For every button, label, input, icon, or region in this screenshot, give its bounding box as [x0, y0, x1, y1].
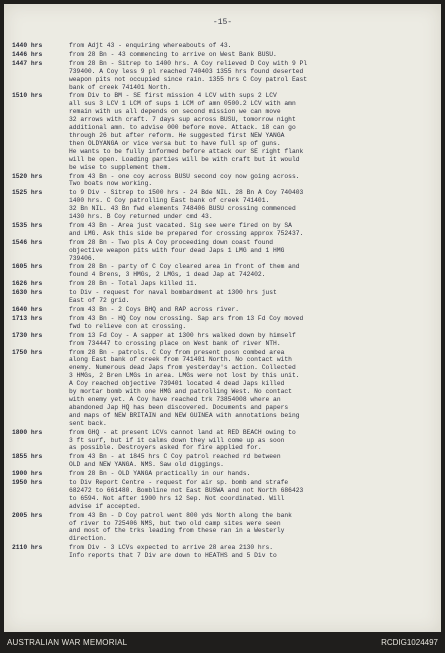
entry-line: 32 Bn NIL. 43 Bn fwd elements 748406 BUSU crossing commenced — [69, 205, 296, 213]
entry-text — [69, 479, 436, 511]
entry-line: from 28 Bn - OLD YANGA practically in our hands. — [69, 470, 251, 478]
entry-text — [69, 453, 436, 469]
entry-line: from 43 Bn - one coy across BUSU second coy now going across. — [69, 172, 300, 180]
entry-line: through 26 but after reform. He suggested first NEW YANGA — [69, 131, 285, 139]
entry-line: from 13 Fd Coy - A sapper at 1300 hrs walked down by himself — [69, 331, 296, 339]
diary-entry — [12, 512, 436, 544]
entry-line: from Adjt 43 - enquiring whereabouts of 43. — [69, 42, 232, 49]
entry-line: 739400. A Coy less 9 pl reached 740403 1355 hrs found deserted — [69, 67, 304, 75]
entry-line: to Div Report Centre - request for air sp. bomb and strafe — [69, 479, 289, 487]
entry-line: 3 HMGs, 2 Bren LMGs in area. LMGs were not lost by this unit. — [69, 372, 300, 380]
entry-text — [69, 332, 436, 348]
entry-line: from 28 Bn - Two pls A Coy proceeding down coast found — [69, 238, 274, 246]
entry-line: with enemy yet. A Coy have reached trk 73854008 where an — [69, 395, 281, 403]
entry-text — [69, 42, 436, 50]
entry-line: to 6594. Not after 1900 hrs 12 Sep. Not coordinated. Will — [69, 494, 285, 502]
entry-time: 1800 hrs — [12, 428, 43, 436]
page-number: -15- — [212, 18, 233, 27]
entry-line: be wise to supplement them. — [69, 163, 172, 171]
entry-line: bank of creek 741401 North. — [69, 83, 172, 91]
entry-text — [69, 51, 436, 59]
footer-record-id: RCDIG1024497 — [381, 638, 438, 647]
entry-line: Two boats now working. — [69, 180, 153, 188]
entry-text — [69, 280, 436, 288]
entry-line: from GHQ - at present LCVs cannot land at RED BEACH owing to — [69, 428, 296, 436]
entry-line: of river to 725406 NMS, but two old camp sites were seen — [69, 519, 281, 527]
entry-text — [69, 92, 436, 171]
entry-line: from 43 Bn - Area just vacated. Sig see were fired on by SA — [69, 221, 292, 229]
archive-footer — [0, 632, 445, 653]
entry-line: from 28 Bn - Sitrep to 1400 hrs. A Coy relieved D Coy with 9 Pl — [69, 59, 308, 67]
entry-line: from 734447 to crossing place on West bank of river NTH. — [69, 339, 281, 347]
entry-time: 1440 hrs — [12, 42, 43, 49]
entry-time: 1447 hrs — [12, 59, 43, 67]
diary-entry — [12, 453, 436, 469]
entry-line: 1430 hrs. B Coy returned under cmd 43. — [69, 213, 213, 221]
war-diary-entries — [12, 42, 436, 561]
diary-entry — [12, 51, 436, 59]
entry-text — [69, 189, 436, 221]
entry-time: 1525 hrs — [12, 189, 43, 197]
entry-text — [69, 60, 436, 92]
diary-entry — [12, 92, 436, 171]
entry-line: found 4 Brens, 3 HMGs, 2 LMGs, 1 dead Jap at 742402. — [69, 271, 266, 279]
entry-line: fwd to relieve con at crossing. — [69, 322, 187, 330]
entry-line: from 43 Bn - HQ Coy now crossing. Sap ars from 13 Fd Coy moved — [69, 314, 304, 322]
entry-time: 1950 hrs — [12, 479, 43, 487]
entry-line: and maps of NEW BRITAIN and NEW GUINEA with annotations being — [69, 411, 300, 419]
entry-time: 1446 hrs — [12, 50, 43, 58]
entry-line: 682472 to 661480. Bombline not East BUSWA and not North 686423 — [69, 486, 304, 494]
entry-time: 1520 hrs — [12, 172, 43, 180]
entry-line: along East bank of creek from 741401 North. No contact with — [69, 356, 292, 364]
entry-line: abandoned Jap HQ has been discovered. Documents and papers — [69, 403, 289, 411]
entry-line: to Div - request for naval bombardment at 1300 hrs just — [69, 289, 277, 297]
entry-line: as possible. Destroyers asked for fire applied for. — [69, 444, 262, 452]
diary-entry — [12, 42, 436, 50]
entry-line: then OLDYANGA or vice versa but to have full sp of guns. — [69, 139, 281, 147]
diary-entry — [12, 189, 436, 221]
diary-entry — [12, 349, 436, 428]
diary-entry — [12, 332, 436, 348]
entry-time: 1605 hrs — [12, 263, 43, 271]
entry-time: 1750 hrs — [12, 348, 43, 356]
document-page — [4, 4, 441, 632]
entry-line: from 28 Bn - patrols. C Coy from present posn combed area — [69, 348, 285, 356]
entry-text — [69, 315, 436, 331]
entry-line: from 28 Bn - 43 commencing to arrive on West Bank BUSU. — [69, 50, 277, 58]
diary-entry — [12, 429, 436, 453]
entry-time: 1535 hrs — [12, 221, 43, 229]
entry-line: objective weapon pits with four dead Japs 1 LMG and 1 HMG — [69, 246, 285, 254]
diary-entry — [12, 470, 436, 478]
entry-line: remain with us all depends on second mission we can move — [69, 108, 281, 116]
entry-line: He wants to be fully informed before attack our SE right flank — [69, 147, 304, 155]
entry-time: 1730 hrs — [12, 331, 43, 339]
entry-line: by mortar bomb with one HMG and patrolling West. No contact — [69, 388, 292, 396]
entry-line: and LMG. Ask this side be prepared for crossing approx 752437. — [69, 229, 304, 237]
diary-entry — [12, 479, 436, 511]
entry-line: direction. — [69, 535, 107, 543]
entry-time: 1630 hrs — [12, 289, 43, 297]
entry-line: 1400 hrs. C Coy patrolling East bank of creek 741401. — [69, 197, 270, 205]
entry-line: Info reports that 7 Div are down to HEATHS and 5 Div to — [69, 552, 277, 560]
entry-text — [69, 289, 436, 305]
entry-time: 1640 hrs — [12, 306, 43, 313]
entry-time: 1546 hrs — [12, 238, 43, 246]
entry-line: from Div to BM - SE first mission 4 LCV with sups 2 LCV — [69, 92, 277, 100]
entry-line: additional amn. to advise 000 before move. Attack. 18 can go — [69, 124, 296, 132]
diary-entry — [12, 280, 436, 288]
entry-text — [69, 306, 436, 314]
entry-line: from 28 Bn - party of C Coy cleared area in front of them and — [69, 263, 300, 271]
entry-line: A Coy reached objective 739401 located 4 dead Japs killed — [69, 380, 285, 388]
entry-text — [69, 173, 436, 189]
entry-line: weapon pits not occupied since rain. 1355 hrs C Coy patrol East — [69, 75, 308, 83]
diary-entry — [12, 239, 436, 263]
entry-line: from Div - 3 LCVs expected to arrive 28 area 2130 hrs. — [69, 544, 274, 552]
entry-text — [69, 349, 436, 428]
entry-line: sent back. — [69, 419, 107, 427]
diary-entry — [12, 173, 436, 189]
entry-text — [69, 544, 436, 560]
entry-line: 739406. — [69, 254, 96, 262]
entry-text — [69, 470, 436, 478]
entry-line: from 43 Bn - 2 Coys BHQ and RAP across river. — [69, 306, 240, 313]
footer-archive-name: AUSTRALIAN WAR MEMORIAL — [7, 638, 128, 647]
entry-time: 1626 hrs — [12, 280, 43, 288]
entry-text — [69, 239, 436, 263]
diary-entry — [12, 289, 436, 305]
diary-entry — [12, 306, 436, 314]
entry-text — [69, 222, 436, 238]
entry-time: 1713 hrs — [12, 314, 43, 322]
entry-line: all sus 3 LCV 1 LCM of sups 1 LCM of amn 0500.2 LCV with amn — [69, 100, 296, 108]
entry-time: 1510 hrs — [12, 92, 43, 100]
entry-line: OLD and NEW YANGA. NMS. Saw old diggings. — [69, 461, 224, 469]
entry-line: from 43 Bn - D Coy patrol went 800 yds North along the bank — [69, 511, 292, 519]
entry-text — [69, 429, 436, 453]
entry-line: 3 ft surf, but if it calms down they will come up as soon — [69, 436, 285, 444]
diary-entry — [12, 315, 436, 331]
diary-entry — [12, 60, 436, 92]
diary-entry — [12, 263, 436, 279]
entry-line: from 28 Bn - Total Japs killed 11. — [69, 280, 198, 288]
entry-time: 2110 hrs — [12, 544, 43, 552]
entry-text — [69, 263, 436, 279]
entry-time: 2005 hrs — [12, 511, 43, 519]
entry-line: East of 72 grid. — [69, 297, 130, 305]
entry-line: advise if accepted. — [69, 502, 141, 510]
entry-line: to 9 Div - Sitrep to 1500 hrs - 24 Bde NIL. 28 Bn A Coy 740403 — [69, 189, 304, 197]
entry-line: from 43 Bn - at 1845 hrs C Coy patrol reached rd between — [69, 453, 281, 461]
diary-entry — [12, 222, 436, 238]
entry-line: 32 arrows with craft. 7 days sup across BUSU, tomorrow night — [69, 116, 296, 124]
entry-line: will be open. Loading parties will be with craft but it would — [69, 155, 300, 163]
entry-time: 1855 hrs — [12, 453, 43, 461]
entry-line: and most of the trks leading from these ran in a Westerly — [69, 527, 285, 535]
entry-line: enemy. Numerous dead Japs from yesterday's action. Collected — [69, 364, 296, 372]
entry-text — [69, 512, 436, 544]
entry-time: 1900 hrs — [12, 470, 43, 478]
diary-entry — [12, 544, 436, 560]
